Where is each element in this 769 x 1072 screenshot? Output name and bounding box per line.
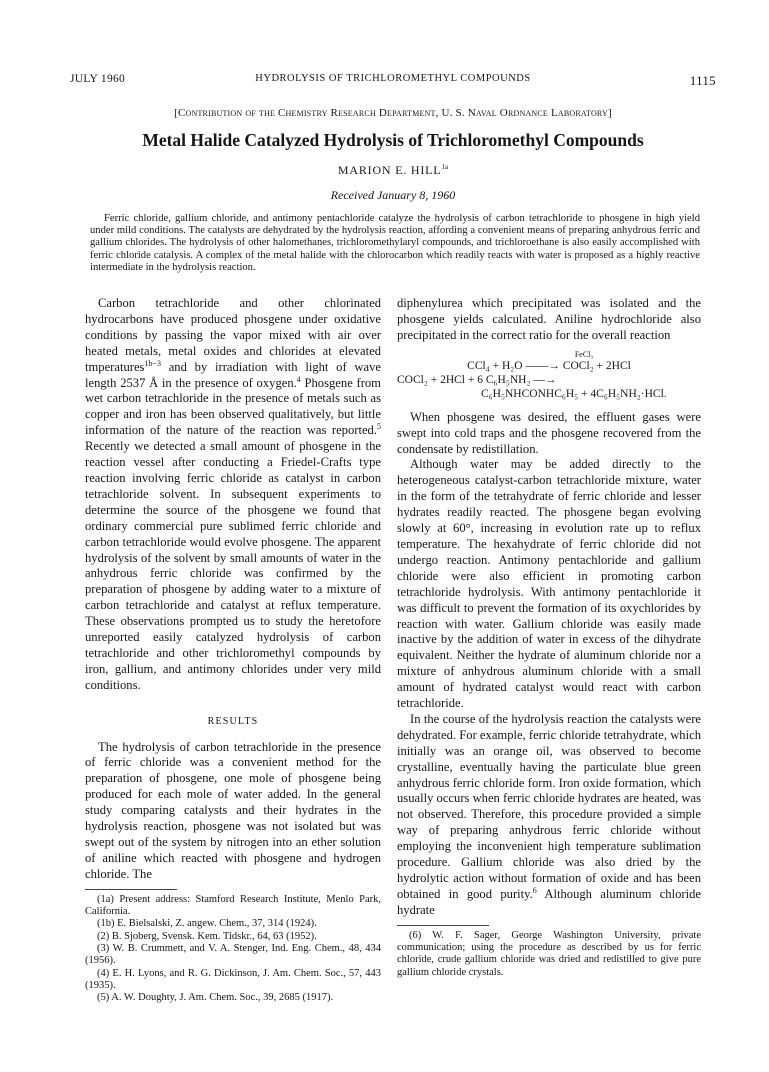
intro-paragraph (85, 296, 381, 694)
footnote: (1a) Present address: Stamford Research Institute, Menlo Park, California. (85, 893, 381, 918)
footnotes-left (85, 894, 381, 1005)
right-column (397, 296, 701, 979)
footnote: (3) W. B. Crummett, and V. A. Stenger, Ind. Eng. Chem., 48, 434 (1956). (85, 942, 381, 967)
author-footnote-mark: 1a (441, 163, 449, 171)
body-paragraph: Although water may be added directly to the heterogeneous catalyst-carbon tetrachloride mixture, water in the form of the tetrahydrate of ferric chloride and lesser hydrates readily reacted. The phosgene began evolving slowly at 60°, increasing in evolution rate up to reflux temperature. The hexahydrate of ferric chloride did not undergo reaction. Antimony pentachloride and gallium chloride were also efficient in promoting carbon tetrachloride hydrolysis. With antimony pentachloride it was difficult to prevent the formation of its oxychlorides by reaction with water. Gallium chloride was easily made inactive by the addition of water in excess of the dihydrate equivalent. Neither the hydrate of aluminum chloride nor a mixture of anhydrous aluminum chloride with a small amount of hydrated catalyst would react with carbon tetrachloride. (397, 457, 701, 711)
equation-1: CCl₄ + H₂O ——→ COCl₂ + 2HCl (467, 359, 631, 372)
equation-2: COCl₂ + 2HCl + 6 C₆H₅NH₂ —→ (397, 373, 557, 386)
body-paragraph (397, 712, 701, 919)
intro-text-1: Carbon tetrachloride and other chlorinated hydrocarbons have produced phosgene under oxidative conditions by passing the vapor mixed with air over heated metals, metal oxides and chlorides at elevated tmperatures (85, 296, 381, 374)
author-name: MARION E. HILL (337, 163, 442, 177)
footnote-rule (85, 889, 177, 890)
footnote: (4) E. H. Lyons, and R. G. Dickinson, J. Am. Chem. Soc., 57, 443 (1935). (85, 967, 381, 991)
author-line (70, 163, 716, 178)
running-title: HYDROLYSIS OF TRICHLOROMETHYL COMPOUNDS (255, 73, 531, 84)
footnote-rule (397, 925, 489, 926)
footnote: (6) W. F. Sager, George Washington University, private communication; using the procedure as described by us for ferric chloride, crude gallium chloride was dried and redistilled to give pure gallium chloride crystals. (397, 929, 701, 978)
running-head (70, 73, 716, 89)
intro-text-3: Phosgene from wet carbon tetrachloride in the presence of metals such as copper and iron has been observed qualitatively, but little information of the nature of the reaction was reported. (85, 375, 381, 438)
body-paragraph: When phosgene was desired, the effluent gases were swept into cold traps and the phosgene recovered from the condensate by redistillation. (397, 409, 701, 456)
results-heading: RESULTS (207, 715, 259, 727)
continued-paragraph: diphenylurea which precipitated was isolated and the phosgene yields calculated. Aniline hydrochloride also precipitated in the correct ratio for the overall reaction (397, 296, 701, 342)
ref-mark: 1b−3 (144, 358, 161, 368)
para4-text: In the course of the hydrolysis reaction the catalysts were dehydrated. For example, ferric chloride tetrahydrate, which initially was an orange oil, was observed to become crystalline, eventually having the particulate blue green anhydrous ferric chloride form. Iron oxide formation, which usually occurs when ferric chloride hydrates are heated, was not observed. Therefore, this procedure provided a simple way of preparing anhydrous ferric chloride without employing the inconvenient high temperature sublimation procedure. Gallium chloride was also dried by the hydrolytic action without formation of oxide and has been obtained in good purity. (397, 711, 701, 901)
intro-text-4: Recently we detected a small amount of phosgene in the reaction vessel after conducting a Friedel-Crafts type reaction involving ferric chloride as catalyst in carbon tetrachloride solvent. In subsequent experiments to determine the source of the phosgene we found that ordinary commercial pure sublimed ferric chloride and carbon tetrachloride would evolve phosgene. The apparent hydrolysis of the solvent by small amounts of water in the anhydrous ferric chloride was confirmed by the preparation of phosgene by adding water to a mixture of carbon tetrachloride and catalyst at reflux temperature. These observations prompted us to study the heretofore unreported easily catalyzed hydrolysis of carbon tetrachloride and other trichloromethyl compounds by iron, gallium, and antimony chlorides under very mild conditions. (85, 439, 381, 692)
reaction-equations (397, 350, 701, 401)
issue-date: JULY 1960 (70, 73, 126, 85)
para4-tail: Although aluminum chloride hydrate (397, 886, 701, 917)
contribution-line: [Contribution of the Chemistry Research Department, U. S. Naval Ordnance Laboratory] (174, 107, 612, 119)
equation-2-products: C₆H₅NHCONHC₆H₅ + 4C₆H₅NH₂·HCl. (481, 387, 667, 400)
page-number: 1115 (689, 73, 716, 88)
article-title: Metal Halide Catalyzed Hydrolysis of Trichloromethyl Compounds (142, 130, 644, 150)
ref-mark: 5 (377, 422, 381, 432)
abstract: Ferric chloride, gallium chloride, and antimony pentachloride catalyze the hydrolysis of carbon tetrachloride to phosgene in high yield under mild conditions. The catalysts are dehydrated by the hydrolysis reaction, affording a convenient means of preparing anhydrous ferric and gallium chlorides. The hydrolysis of other halomethanes, trichloromethylaryl compounds, and trichloroethane is also easily accomplished with ferric chloride catalysis. A complex of the metal halide with the chlorocarbon which readily reacts with water is proposed as a highly reactive intermediate in the hydrolysis reaction. (90, 213, 700, 273)
ref-mark: 4 (296, 374, 301, 384)
footnote: (5) A. W. Doughty, J. Am. Chem. Soc., 39, 2685 (1917). (97, 992, 334, 1004)
ref-mark: 6 (532, 885, 537, 895)
footnote: (1b) E. Bielsalski, Z. angew. Chem., 37, 314 (1924). (97, 918, 317, 930)
catalyst-label: FeCl₃ (574, 349, 594, 359)
left-column (85, 296, 381, 1004)
footnotes-right (397, 930, 701, 979)
received-date: Received January 8, 1960 (330, 188, 456, 202)
results-paragraph: The hydrolysis of carbon tetrachloride in the presence of ferric chloride was a convenient method for the preparation of phosgene, one mole of phosgene being produced for each mole of water added. In the general study comparing catalysts and their hydrates in the hydrolysis reaction, phosgene was not isolated but was swept out of the system by nitrogen into an ether solution of aniline which reacted with phosgene and hydrogen chloride. The (85, 739, 381, 881)
intro-text-2: and by irradiation with light of wave length 2537 Å in the presence of oxygen. (85, 359, 381, 390)
footnote: (2) B. Sjoberg, Svensk. Kem. Tidskr., 64, 63 (1952). (97, 930, 317, 942)
